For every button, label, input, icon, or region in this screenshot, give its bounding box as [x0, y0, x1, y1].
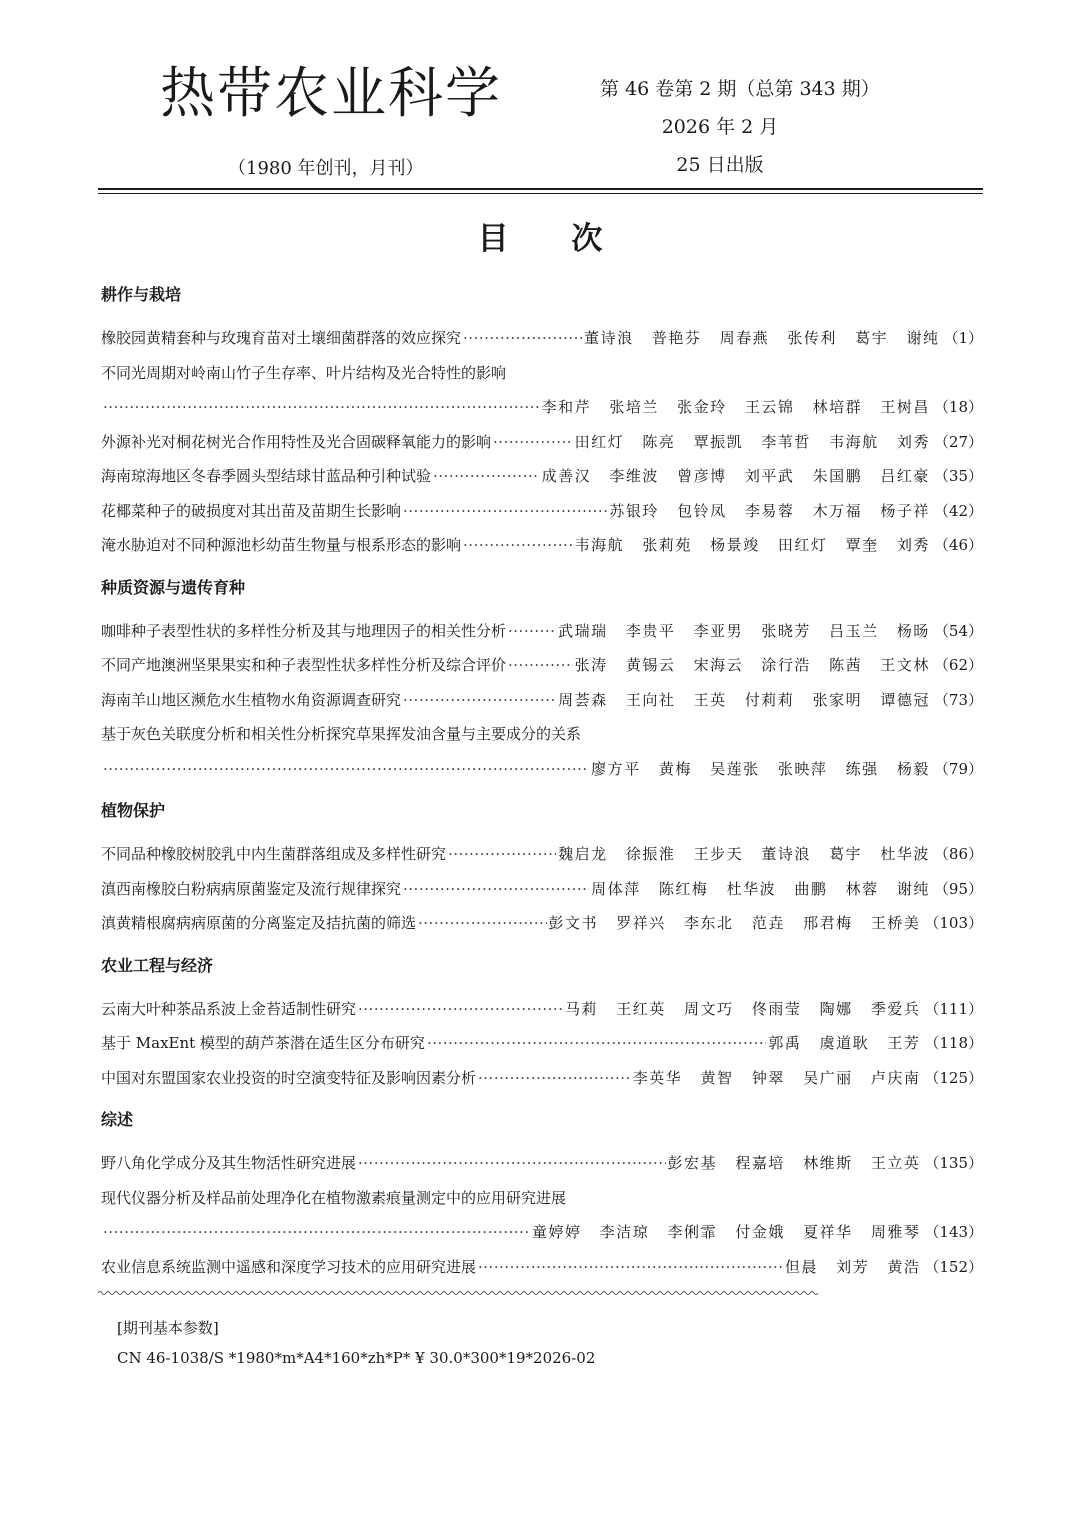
header-rule-thin	[98, 193, 983, 194]
dot-leader	[463, 528, 573, 563]
toc-entry[interactable]	[101, 1026, 983, 1061]
toc-entry[interactable]	[101, 390, 983, 425]
article-authors: 田红灯 陈亮 覃振凯 李苇哲 韦海航 刘秀	[574, 432, 930, 451]
dot-leader	[463, 321, 582, 356]
article-title: 咖啡种子表型性状的多样性分析及其与地理因子的相关性分析	[101, 621, 507, 640]
section-title: 种质资源与遗传育种	[101, 577, 246, 597]
article-authors: 廖方平 黄梅 吴莲张 张映萍 练强 杨毅	[591, 759, 930, 778]
article-authors: 董诗浪 普艳芬 周春燕 张传利 葛宇 谢纯	[584, 329, 940, 347]
section-title: 植物保护	[101, 801, 166, 820]
page-number: （143）	[924, 1223, 983, 1241]
dot-leader	[433, 459, 540, 494]
page-number: （95）	[933, 879, 983, 898]
journal-title: 热带农业科学	[160, 61, 503, 125]
article-title: 现代仪器分析及样品前处理净化在植物激素痕量测定中的应用研究进展	[101, 1188, 567, 1207]
article-title: 滇西南橡胶白粉病病原菌鉴定及流行规律探究	[101, 879, 402, 898]
dot-leader	[493, 425, 573, 460]
article-authors: 成善汉 李维波 曾彦博 刘平武 朱国鹏 吕红豪	[541, 467, 930, 485]
toc-entry[interactable]	[101, 1061, 983, 1096]
article-authors: 彭宏基 程嘉培 林维斯 王立英	[667, 1154, 921, 1172]
article-title: 农业信息系统监测中遥感和深度学习技术的应用研究进展	[101, 1257, 477, 1276]
dot-leader	[478, 1061, 631, 1096]
toc-entry[interactable]	[101, 906, 983, 941]
page-number: （73）	[933, 690, 983, 709]
params-code: CN 46-1038/S *1980*m*A4*160*zh*P* ¥ 30.0*300*19*2026-02	[117, 1349, 596, 1367]
issue-info	[600, 70, 880, 184]
toc-entry[interactable]	[101, 1250, 983, 1285]
article-title: 花椰菜种子的破损度对其出苗及苗期生长影响	[101, 501, 402, 520]
article-title: 野八角化学成分及其生物活性研究进展	[101, 1154, 357, 1172]
page-number: （103）	[924, 914, 983, 932]
toc-entry[interactable]	[101, 683, 983, 718]
founding-note: （1980 年创刊，月刊）	[228, 158, 424, 179]
article-title: 不同产地澳洲坚果果实和种子表型性状多样性分析及综合评价	[101, 656, 507, 674]
page-number: （54）	[933, 621, 983, 640]
toc-entry[interactable]	[101, 1215, 983, 1250]
params-label: [期刊基本参数]	[117, 1319, 219, 1337]
toc-entry[interactable]	[101, 872, 983, 907]
page-number: （111）	[924, 999, 983, 1018]
article-authors: 苏银玲 包铃凤 李易蓉 木万福 杨子祥	[609, 501, 930, 520]
page-number: （118）	[924, 1034, 983, 1052]
dot-leader	[508, 648, 573, 683]
article-title: 基于灰色关联度分析和相关性分析探究草果挥发油含量与主要成分的关系	[101, 725, 582, 743]
article-authors: 周荟森 王向社 王英 付莉莉 张家明 谭德冠	[558, 690, 930, 709]
wavy-divider	[98, 1288, 818, 1298]
article-title: 淹水胁迫对不同种源池杉幼苗生物量与根系形态的影响	[101, 536, 462, 554]
toc-entry[interactable]	[101, 648, 983, 683]
article-authors: 魏启龙 徐振淮 王步天 董诗浪 葛宇 杜华波	[558, 845, 930, 863]
page-number: （86）	[933, 845, 983, 863]
issue-date: 2026 年 2 月	[661, 116, 779, 138]
page-number: （27）	[933, 432, 983, 451]
table-of-contents	[101, 282, 983, 1284]
volume-issue: 第 46 卷第 2 期（总第 343 期）	[600, 78, 880, 100]
article-authors: 彭文书 罗祥兴 李东北 范垚 邢君梅 王桥美	[548, 914, 921, 932]
masthead	[0, 0, 1080, 200]
article-authors: 童婷婷 李洁琼 李俐霏 付金娥 夏祥华 周雅琴	[532, 1223, 921, 1241]
page-number: （18）	[933, 398, 983, 416]
article-title: 基于 MaxEnt 模型的葫芦茶潜在适生区分布研究	[101, 1034, 425, 1052]
toc-entry[interactable]	[101, 614, 983, 649]
article-title: 外源补光对桐花树光合作用特性及光合固碳释氧能力的影响	[101, 432, 492, 451]
article-authors: 武瑞瑞 李贵平 李亚男 张晓芳 吕玉兰 杨旸	[558, 621, 930, 640]
toc-entry[interactable]	[101, 321, 983, 356]
article-title: 橡胶园黄精套种与玫瑰育苗对土壤细菌群落的效应探究	[101, 329, 462, 347]
dot-leader	[358, 1146, 666, 1181]
article-title: 中国对东盟国家农业投资的时空演变特征及影响因素分析	[101, 1068, 477, 1087]
toc-heading: 目 次	[477, 221, 629, 257]
dot-leader	[508, 614, 556, 649]
journal-parameters	[117, 1313, 595, 1373]
page-number: （135）	[924, 1154, 983, 1172]
toc-entry[interactable]	[101, 1146, 983, 1181]
article-authors: 但晨 刘芳 黄浩	[784, 1257, 921, 1276]
article-authors: 周体萍 陈红梅 杜华波 曲鹏 林蓉 谢纯	[591, 879, 930, 898]
article-title: 云南大叶种茶品系波上金苔适制性研究	[101, 999, 357, 1018]
toc-entry[interactable]	[101, 425, 983, 460]
page-number: （152）	[924, 1257, 983, 1276]
toc-entry[interactable]	[101, 459, 983, 494]
toc-entry[interactable]	[101, 752, 983, 787]
dot-leader	[103, 752, 589, 787]
toc-entry[interactable]	[101, 528, 983, 563]
section-title: 综述	[101, 1110, 134, 1129]
page-number: （1）	[943, 329, 983, 347]
article-title: 海南琼海地区冬春季圆头型结球甘蓝品种引种试验	[101, 467, 432, 485]
page-number: （125）	[924, 1068, 983, 1087]
article-authors: 韦海航 张莉苑 杨景竣 田红灯 覃奎 刘秀	[574, 536, 930, 554]
article-authors: 马莉 王红英 周文巧 佟雨莹 陶娜 季爱兵	[565, 999, 921, 1018]
toc-entry[interactable]	[101, 494, 983, 529]
dot-leader	[448, 837, 556, 872]
article-authors: 李英华 黄智 钟翠 吴广丽 卢庆南	[632, 1068, 921, 1087]
dot-leader	[478, 1250, 783, 1285]
publish-day: 25 日出版	[676, 154, 764, 176]
dot-leader	[427, 1026, 766, 1061]
dot-leader	[418, 906, 547, 941]
header-rule-thick	[98, 188, 983, 190]
article-authors: 郭禹 虞道耿 王芳	[768, 1034, 921, 1052]
page-number: （62）	[933, 656, 983, 674]
toc-entry[interactable]	[101, 837, 983, 872]
article-title: 不同品种橡胶树胶乳中内生菌群落组成及多样性研究	[101, 845, 447, 863]
dot-leader	[103, 390, 540, 425]
section-title: 耕作与栽培	[101, 285, 182, 304]
dot-leader	[403, 872, 589, 907]
article-authors: 张涛 黄锡云 宋海云 涂行浩 陈茜 王文林	[574, 656, 930, 674]
page-number: （46）	[933, 536, 983, 554]
article-title: 不同光周期对岭南山竹子生存率、叶片结构及光合特性的影响	[101, 363, 507, 382]
dot-leader	[103, 1215, 530, 1250]
page-number: （42）	[933, 501, 983, 520]
article-authors: 李和芹 张培兰 张金玲 王云锦 林培群 王树昌	[541, 398, 930, 416]
page-number: （79）	[933, 759, 983, 778]
section-title: 农业工程与经济	[101, 955, 214, 975]
page-number: （35）	[933, 467, 983, 485]
dot-leader	[358, 992, 563, 1027]
dot-leader	[403, 494, 607, 529]
dot-leader	[403, 683, 556, 718]
article-title: 滇黄精根腐病病原菌的分离鉴定及拮抗菌的筛选	[101, 914, 417, 932]
article-title: 海南羊山地区濒危水生植物水角资源调查研究	[101, 690, 402, 709]
toc-entry[interactable]	[101, 992, 983, 1027]
